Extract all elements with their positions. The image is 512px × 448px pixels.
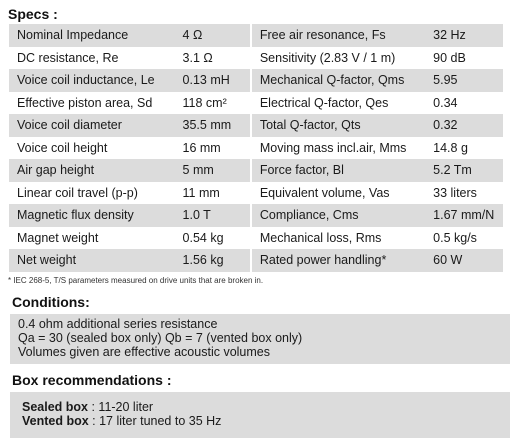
spec-label: Effective piston area, Sd	[9, 92, 173, 115]
condition-line: Qa = 30 (sealed box only) Qb = 7 (vented box only)	[18, 331, 303, 345]
vented-box-line	[22, 414, 498, 428]
spec-label: Voice coil diameter	[9, 114, 173, 137]
spec-value: 32 Hz	[425, 24, 503, 47]
spec-row	[9, 24, 503, 47]
conditions-box	[10, 314, 510, 364]
spec-label: DC resistance, Re	[9, 47, 173, 70]
spec-row	[9, 47, 503, 70]
conditions-title: Conditions:	[12, 294, 90, 310]
vented-box-label: Vented box	[22, 414, 89, 428]
spec-row	[9, 92, 503, 115]
spec-row	[9, 204, 503, 227]
spec-label: Voice coil inductance, Le	[9, 69, 173, 92]
footnote: * IEC 268-5, T/S parameters measured on drive units that are broken in.	[8, 276, 264, 285]
spec-row	[9, 114, 503, 137]
spec-value: 35.5 mm	[173, 114, 252, 137]
spec-value: 0.5 kg/s	[425, 227, 503, 250]
spec-label: Voice coil height	[9, 137, 173, 160]
spec-value: 11 mm	[173, 182, 252, 205]
spec-value: 90 dB	[425, 47, 503, 70]
spec-label: Air gap height	[9, 159, 173, 182]
spec-label: Rated power handling*	[252, 249, 425, 272]
spec-value: 33 liters	[425, 182, 503, 205]
spec-label: Linear coil travel (p-p)	[9, 182, 173, 205]
spec-value: 118 cm²	[173, 92, 252, 115]
sealed-box-value: : 11-20 liter	[88, 400, 154, 414]
spec-value: 1.56 kg	[173, 249, 252, 272]
spec-value: 0.32	[425, 114, 503, 137]
spec-label: Nominal Impedance	[9, 24, 173, 47]
spec-row	[9, 69, 503, 92]
box-recommendations	[10, 392, 510, 438]
spec-label: Force factor, Bl	[252, 159, 425, 182]
spec-label: Equivalent volume, Vas	[252, 182, 425, 205]
spec-value: 5.2 Tm	[425, 159, 503, 182]
condition-line: Volumes given are effective acoustic volumes	[18, 345, 270, 359]
sealed-box-label: Sealed box	[22, 400, 88, 414]
spec-value: 0.34	[425, 92, 503, 115]
spec-value: 5.95	[425, 69, 503, 92]
spec-row	[9, 249, 503, 272]
box-recommendations-title: Box recommendations :	[12, 372, 172, 388]
spec-label: Sensitivity (2.83 V / 1 m)	[252, 47, 425, 70]
spec-value: 3.1 Ω	[173, 47, 252, 70]
spec-row	[9, 182, 503, 205]
spec-value: 14.8 g	[425, 137, 503, 160]
spec-label: Total Q-factor, Qts	[252, 114, 425, 137]
spec-label: Magnetic flux density	[9, 204, 173, 227]
specs-table	[9, 24, 503, 272]
spec-label: Magnet weight	[9, 227, 173, 250]
spec-value: 1.67 mm/N	[425, 204, 503, 227]
spec-value: 0.13 mH	[173, 69, 252, 92]
vented-box-value: : 17 liter tuned to 35 Hz	[88, 414, 222, 428]
spec-row	[9, 159, 503, 182]
spec-value: 5 mm	[173, 159, 252, 182]
condition-line: 0.4 ohm additional series resistance	[18, 317, 218, 331]
spec-value: 16 mm	[173, 137, 252, 160]
spec-value: 0.54 kg	[173, 227, 252, 250]
spec-row	[9, 137, 503, 160]
spec-value: 60 W	[425, 249, 503, 272]
spec-label: Net weight	[9, 249, 173, 272]
spec-label: Moving mass incl.air, Mms	[252, 137, 425, 160]
spec-label: Electrical Q-factor, Qes	[252, 92, 425, 115]
spec-row	[9, 227, 503, 250]
spec-label: Compliance, Cms	[252, 204, 425, 227]
spec-value: 1.0 T	[173, 204, 252, 227]
sealed-box-line	[22, 400, 498, 414]
spec-label: Mechanical Q-factor, Qms	[252, 69, 425, 92]
specs-title: Specs :	[8, 6, 58, 22]
spec-label: Mechanical loss, Rms	[252, 227, 425, 250]
spec-value: 4 Ω	[173, 24, 252, 47]
spec-label: Free air resonance, Fs	[252, 24, 425, 47]
